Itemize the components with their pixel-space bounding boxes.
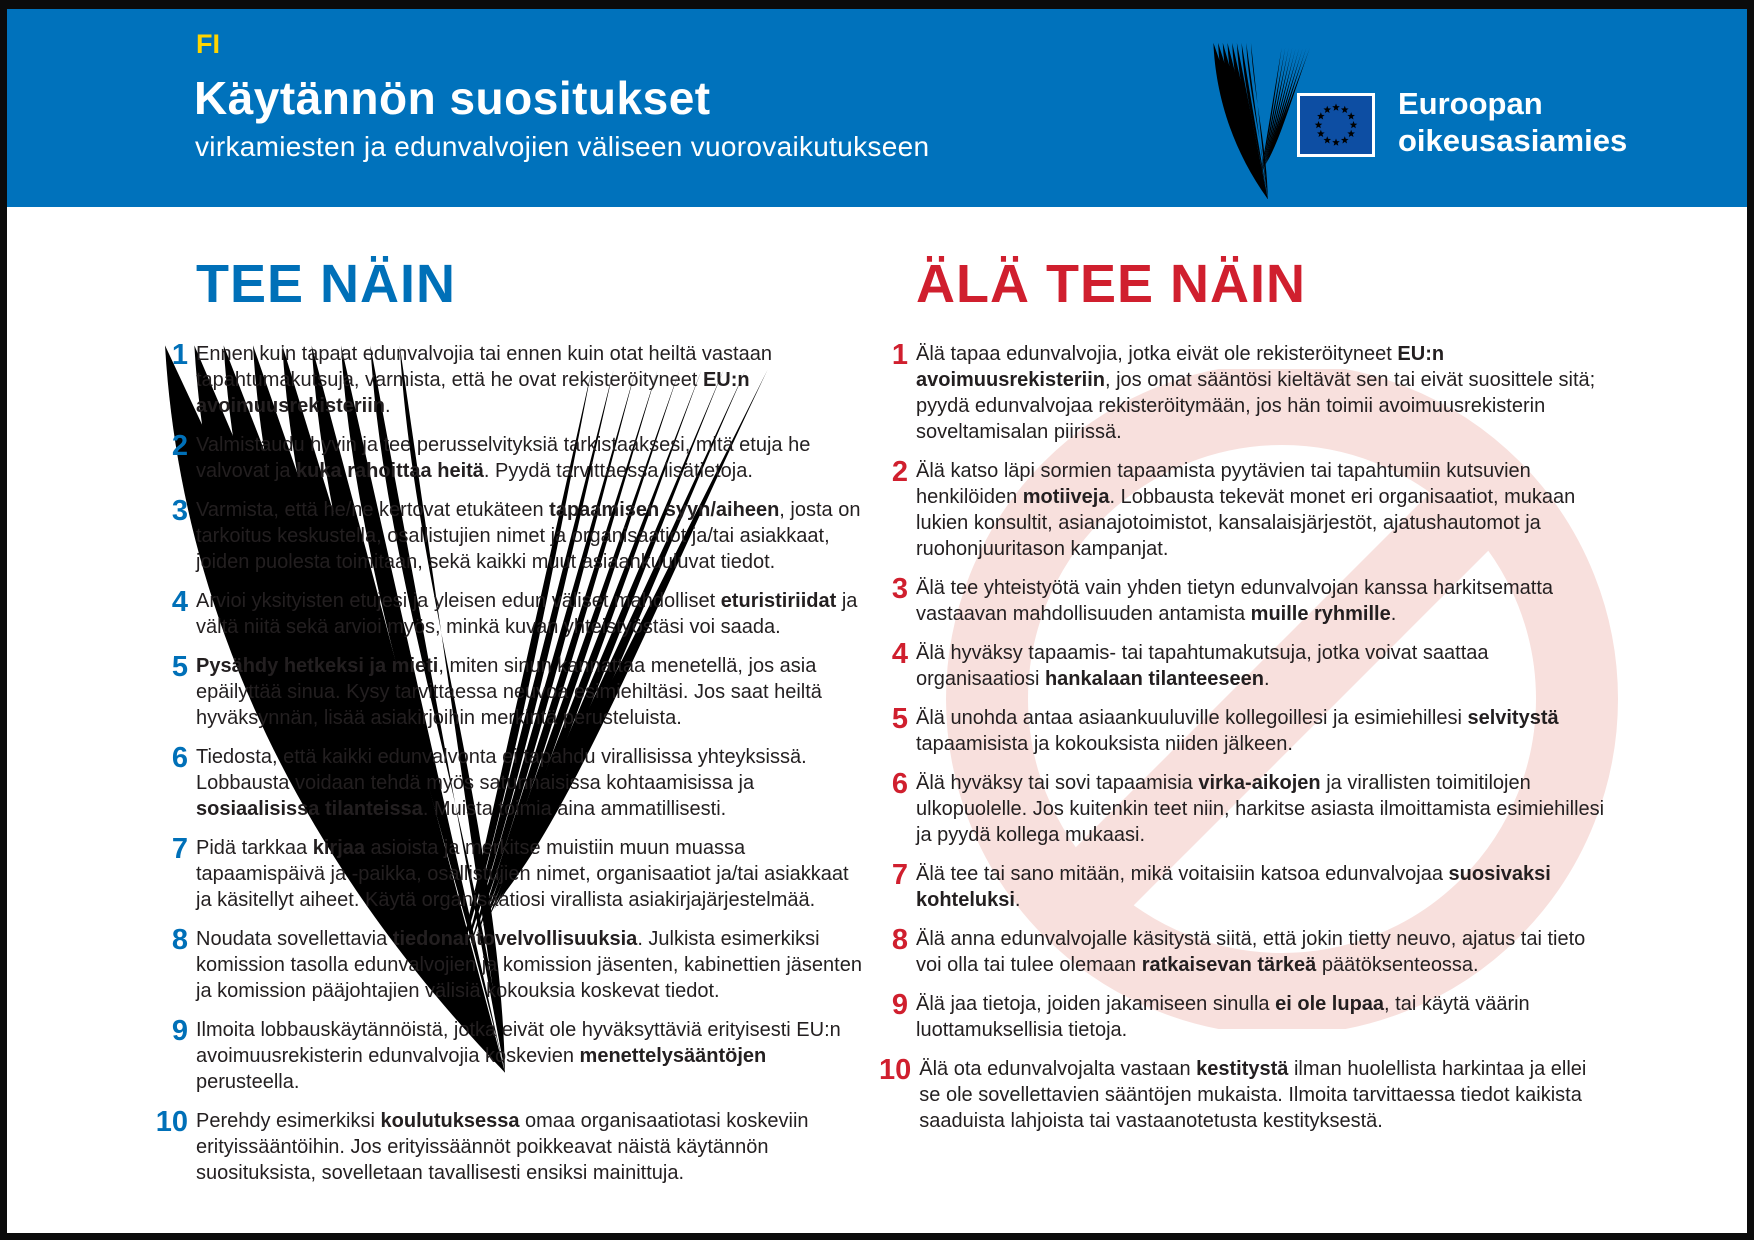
item-text: Älä hyväksy tai sovi tapaamisia virka-aikojen ja virallisten toimitilojen ulkopuolelle. Jos kuitenkin teet niin, harkitse asiasta ilmoittamista esimiehillesi ja pyydä kollega mukaasi. xyxy=(916,772,1605,846)
dont-item xyxy=(879,640,1607,692)
item-text: Tiedosta, että kaikki edunvalvonta ei tapahdu virallisissa yhteyksissä. Lobbausta voidaan tehdä myös satunnaisissa kohtaamisissa ja sosiaalisissa tilanteissa. Muista toimia aina ammatillisesti. xyxy=(196,746,807,820)
header-band xyxy=(7,9,1747,207)
item-number: 3 xyxy=(891,573,908,605)
item-text: Perehdy esimerkiksi koulutuksessa omaa organisaatiotasi koskeviin erityissääntöihin. Jos erityissäännöt poikkeavat näistä käytännön suosituksista, sovelletaan tavallisesti ensiksi mainittuja. xyxy=(196,1110,809,1184)
do-item xyxy=(147,744,869,822)
item-number: 8 xyxy=(171,924,188,956)
item-text: Älä anna edunvalvojalle käsitystä siitä, että jokin tietty neuvo, ajatus tai tieto voi olla tai tulee olemaan ratkaisevan tärkeä päätöksenteossa. xyxy=(916,928,1586,976)
do-item xyxy=(147,1108,869,1186)
dont-list xyxy=(879,341,1607,1134)
item-number: 8 xyxy=(891,924,908,956)
item-number: 9 xyxy=(891,989,908,1021)
item-text: Älä tee tai sano mitään, mikä voitaisiin katsoa edunvalvojaa suosivaksi kohteluksi. xyxy=(916,863,1551,911)
do-list xyxy=(147,341,869,1186)
item-number: 6 xyxy=(171,742,188,774)
item-number: 7 xyxy=(891,859,908,891)
dont-item xyxy=(879,926,1607,978)
item-text: Älä ota edunvalvojalta vastaan kestitystä ilman huolellista harkintaa ja ellei se ole sovellettavien sääntöjen mukaista. Ilmoita tarvittaessa tiedot kaikista saaduista lahjoista tai vastaanotetusta kestityksestä. xyxy=(919,1058,1587,1132)
item-text: Älä katso läpi sormien tapaamista pyytävien tai tapahtumiin kutsuvien henkilöiden motiiveja. Lobbausta tekevät monet eri organisaatiot, mukaan lukien konsultit, asianajotoimistot, kansalaisjärjestöt, ajatushautomot ja ruohonjuuritason kampanjat. xyxy=(916,460,1576,560)
dont-item xyxy=(879,575,1607,627)
dont-heading: ÄLÄ TEE NÄIN xyxy=(916,254,1306,314)
item-text: Älä hyväksy tapaamis- tai tapahtumakutsuja, jotka voivat saattaa organisaatiosi hankalaan tilanteeseen. xyxy=(916,642,1489,690)
eu-flag-icon xyxy=(1297,93,1375,157)
item-text: Älä jaa tietoja, joiden jakamiseen sinulla ei ole lupaa, tai käytä väärin luottamuksellisia tietoja. xyxy=(916,993,1530,1041)
do-item xyxy=(147,926,869,1004)
item-number: 4 xyxy=(171,586,188,618)
dont-item xyxy=(879,770,1607,848)
item-number: 1 xyxy=(171,339,188,371)
item-number: 5 xyxy=(891,703,908,735)
do-item xyxy=(147,835,869,913)
item-number: 7 xyxy=(171,833,188,865)
do-item xyxy=(147,1017,869,1095)
item-number: 1 xyxy=(891,339,908,371)
item-text: Ilmoita lobbauskäytännöistä, jotka eivät ole hyväksyttäviä erityisesti EU:n avoimuusrekisterin edunvalvojia koskevien menettelysääntöjen perusteella. xyxy=(196,1019,841,1093)
do-item xyxy=(147,341,869,419)
item-text: Ennen kuin tapaat edunvalvojia tai ennen kuin otat heiltä vastaan tapahtumakutsuja, varmista, että he ovat rekisteröityneet EU:n avoimuusrekisteriin. xyxy=(196,343,772,417)
dont-item xyxy=(879,991,1607,1043)
item-text: Valmistaudu hyvin ja tee perusselvityksiä tarkistaaksesi, mitä etuja he valvovat ja kuka rahoittaa heitä. Pyydä tarvittaessa lisätietoja. xyxy=(196,434,811,482)
page-subtitle: virkamiesten ja edunvalvojien väliseen vuorovaikutukseen xyxy=(195,131,930,162)
do-item xyxy=(147,497,869,575)
dont-item xyxy=(879,1056,1607,1134)
logo-org-name xyxy=(1398,85,1627,159)
item-number: 6 xyxy=(891,768,908,800)
dont-column xyxy=(879,253,1607,1134)
item-number: 9 xyxy=(171,1015,188,1047)
item-text: Älä unohda antaa asiaankuuluville kollegoillesi ja esimiehillesi selvitystä tapaamisista ja kokouksista niiden jälkeen. xyxy=(916,707,1559,755)
item-number: 10 xyxy=(879,1054,912,1086)
dont-item xyxy=(879,458,1607,562)
logo-org-line2: oikeusasiamies xyxy=(1398,123,1628,158)
item-number: 2 xyxy=(891,456,908,488)
do-item xyxy=(147,588,869,640)
item-text: Pidä tarkkaa kirjaa asioista ja merkitse muistiin muun muassa tapaamispäivä ja -paikka, osallistujien nimet, organisaatiot ja/tai asiakkaat ja käsitellyt aiheet. Käytä organisaatiosi virallista asiakirjajärjestelmää. xyxy=(196,837,849,911)
language-tag: FI xyxy=(196,29,220,59)
item-text: Pysähdy hetkeksi ja mieti, miten sinun kannattaa menetellä, jos asia epäilyttää sinua. Kysy tarvittaessa neuvoa esimiehiltäsi. Jos saat heiltä hyväksynnän, lisää asiakirjoihin merkintä perusteluista. xyxy=(196,655,822,729)
do-column xyxy=(147,253,869,1186)
page-title: Käytännön suositukset xyxy=(194,72,711,124)
dont-item xyxy=(879,861,1607,913)
item-text: Noudata sovellettavia tiedonantovelvollisuuksia. Julkista esimerkiksi komission tasolla edunvalvojien ja komission jäsenten, kabinettien jäsenten ja komission pääjohtajien välisiä kokouksia koskevat tiedot. xyxy=(196,928,862,1002)
eu-flag-stars xyxy=(1300,96,1372,154)
logo-org-line1: Euroopan xyxy=(1398,86,1543,121)
item-text: Varmista, että he/ne kertovat etukäteen tapaamisen syyn/aiheen, josta on tarkoitus keskustella, osallistujien nimet ja organisaatiot ja/tai asiakkaat, joiden puolesta toimitaan, sekä kaikki muut asiaankuuluvat tiedot. xyxy=(196,499,861,573)
item-number: 4 xyxy=(891,638,908,670)
dont-item xyxy=(879,705,1607,757)
item-text: Älä tapaa edunvalvojia, jotka eivät ole rekisteröityneet EU:n avoimuusrekisteriin, jos omat sääntösi kieltävät sen tai eivät suosittele sitä; pyydä edunvalvojaa rekisteröitymään, jos hän toimii avoimuusrekisterin soveltamisalan piirissä. xyxy=(916,343,1596,443)
item-number: 3 xyxy=(171,495,188,527)
do-heading: TEE NÄIN xyxy=(196,254,457,314)
item-text: Älä tee yhteistyötä vain yhden tietyn edunvalvojan kanssa harkitsematta vastaavan mahdollisuuden antamista muille ryhmille. xyxy=(916,577,1554,625)
item-number: 10 xyxy=(155,1106,188,1138)
ombudsman-logo xyxy=(1202,9,1742,207)
do-item xyxy=(147,653,869,731)
item-number: 5 xyxy=(171,651,188,683)
do-item xyxy=(147,432,869,484)
item-number: 2 xyxy=(171,430,188,462)
dont-item xyxy=(879,341,1607,445)
item-text: Arvioi yksityisten etujesi ja yleisen edun väliset mahdolliset eturistiriidat ja vältä niitä sekä arvioi myös, minkä kuvan yhteistyöstäsi voi saada. xyxy=(196,590,858,638)
